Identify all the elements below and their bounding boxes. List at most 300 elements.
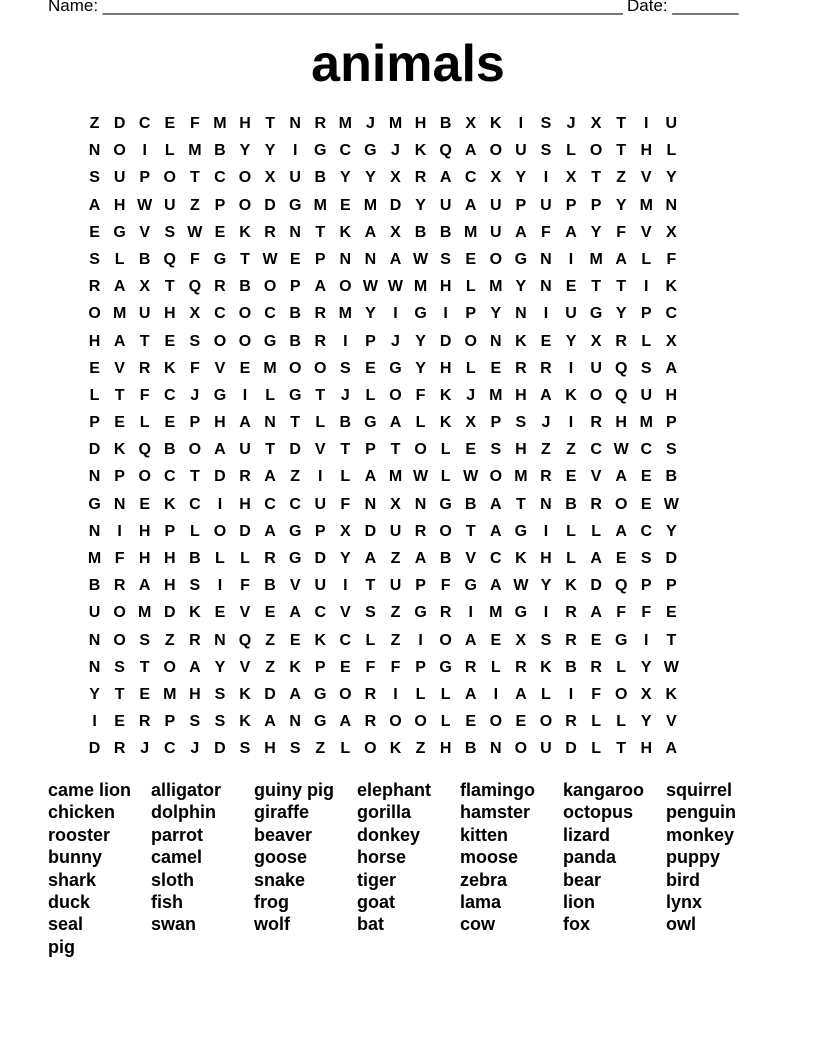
grid-cell: H <box>439 359 452 377</box>
grid-cell: I <box>142 142 147 160</box>
grid-cell: S <box>189 577 201 595</box>
grid-cell: C <box>590 441 602 459</box>
word-list-item: moose <box>460 847 519 868</box>
grid-cell: M <box>263 359 277 377</box>
grid-cell: O <box>188 441 202 459</box>
grid-cell: Y <box>666 169 677 187</box>
word-list-item: hamster <box>460 802 531 823</box>
grid-cell: P <box>666 414 677 432</box>
grid-cell: E <box>615 550 627 567</box>
grid-cell: C <box>214 169 226 187</box>
grid-cell: L <box>616 658 627 676</box>
header-line <box>48 0 748 20</box>
grid-cell: A <box>615 522 627 540</box>
grid-cell: P <box>565 196 577 214</box>
grid-cell: R <box>464 658 477 676</box>
word-list-item: bear <box>563 869 602 890</box>
grid-cell: I <box>418 631 423 649</box>
grid-row <box>82 385 734 412</box>
grid-cell: O <box>464 332 477 350</box>
grid-cell: J <box>391 332 400 350</box>
grid-cell: A <box>615 250 627 268</box>
grid-cell: A <box>515 685 527 703</box>
grid-cell: A <box>515 223 527 241</box>
grid-cell: F <box>641 604 652 622</box>
grid-cell: A <box>665 359 678 377</box>
grid-cell: L <box>440 441 451 459</box>
grid-cell: L <box>164 142 175 160</box>
grid-cell: J <box>391 142 400 160</box>
grid-cell: K <box>189 604 201 622</box>
name-field-label: Name: _______________________________________________________ <box>48 0 623 15</box>
grid-cell: S <box>189 332 201 350</box>
grid-cell: O <box>163 169 176 187</box>
grid-cell: X <box>189 305 201 323</box>
grid-cell: K <box>289 658 301 676</box>
word-list-item: fish <box>151 891 184 912</box>
grid-cell: T <box>390 441 401 459</box>
grid-cell: Y <box>615 305 627 323</box>
grid-cell: X <box>390 495 401 513</box>
grid-cell: K <box>565 577 577 595</box>
grid-cell: G <box>88 495 101 513</box>
grid-cell: O <box>138 468 151 486</box>
grid-cell: T <box>139 658 150 676</box>
grid-cell: R <box>239 468 251 486</box>
grid-cell: H <box>414 115 427 132</box>
grid-cell: E <box>164 115 176 132</box>
word-list-item: rooster <box>48 824 111 845</box>
grid-cell: D <box>565 740 577 758</box>
grid-cell: S <box>666 441 677 459</box>
grid-cell: P <box>164 713 176 731</box>
grid-cell: V <box>640 169 652 187</box>
grid-cell: L <box>566 550 576 567</box>
grid-cell: B <box>88 577 101 595</box>
grid-cell: O <box>414 441 427 459</box>
grid-cell: W <box>463 468 479 486</box>
grid-cell: S <box>640 550 652 567</box>
grid-cell: B <box>565 495 577 513</box>
grid-cell: X <box>666 223 677 241</box>
grid-cell: R <box>364 713 377 731</box>
grid-cell: Q <box>163 250 176 268</box>
grid-cell: M <box>138 604 152 622</box>
grid-cell: E <box>465 250 477 268</box>
grid-cell: Z <box>89 115 100 132</box>
grid-cell: C <box>665 305 678 323</box>
word-list-item: dolphin <box>151 802 216 823</box>
word-list-item: sloth <box>151 869 194 890</box>
grid-cell: G <box>288 550 302 567</box>
grid-cell: W <box>613 441 629 459</box>
grid-row <box>82 738 734 765</box>
grid-cell: I <box>543 604 549 622</box>
grid-cell: G <box>113 223 126 241</box>
grid-cell: E <box>339 196 351 214</box>
grid-cell: P <box>365 332 376 350</box>
grid-cell: B <box>239 278 251 296</box>
grid-cell: Y <box>640 713 652 731</box>
grid-cell: A <box>565 223 577 241</box>
grid-cell: O <box>514 740 528 758</box>
grid-cell: K <box>113 441 126 459</box>
grid-cell: H <box>214 414 226 432</box>
word-list-item: gorilla <box>357 802 412 823</box>
grid-cell: A <box>590 604 602 622</box>
grid-cell: O <box>163 658 176 676</box>
grid-cell: Y <box>415 196 426 214</box>
grid-cell: Q <box>439 142 452 160</box>
grid-row <box>82 711 734 738</box>
grid-cell: N <box>540 495 552 513</box>
grid-cell: L <box>215 550 225 567</box>
grid-cell: X <box>590 332 602 350</box>
grid-cell: P <box>365 441 376 459</box>
grid-cell: R <box>439 604 452 622</box>
grid-cell: G <box>389 359 402 377</box>
grid-cell: Y <box>515 278 527 296</box>
grid-cell: E <box>214 223 226 241</box>
word-list-item: horse <box>357 847 407 868</box>
grid-row <box>82 113 734 140</box>
grid-cell: L <box>440 468 451 486</box>
grid-cell: M <box>489 278 503 296</box>
grid-cell: T <box>616 115 627 132</box>
grid-cell: P <box>415 577 426 595</box>
grid-cell: E <box>89 359 100 377</box>
grid-cell: F <box>616 604 627 622</box>
grid-cell: C <box>163 468 176 486</box>
grid-cell: Q <box>188 278 202 296</box>
grid-cell: M <box>514 468 528 486</box>
grid-cell: L <box>591 740 601 758</box>
grid-cell: N <box>88 522 101 540</box>
grid-cell: A <box>88 196 101 214</box>
grid-cell: G <box>439 495 452 513</box>
grid-cell: H <box>515 386 527 404</box>
grid-cell: G <box>439 658 452 676</box>
grid-cell: Y <box>666 522 677 540</box>
grid-cell: E <box>214 604 226 622</box>
grid-cell: E <box>640 495 652 513</box>
grid-cell: Z <box>164 631 175 649</box>
word-list-item: cow <box>460 914 496 935</box>
grid-cell: J <box>190 386 200 404</box>
grid-cell: R <box>138 359 151 377</box>
grid-cell: W <box>387 278 404 296</box>
grid-cell: N <box>88 142 101 160</box>
grid-cell: A <box>665 740 678 758</box>
grid-cell: O <box>238 305 252 323</box>
grid-cell: G <box>364 414 377 432</box>
grid-cell: M <box>163 685 177 703</box>
grid-cell: Y <box>490 305 502 323</box>
grid-cell: A <box>464 196 477 214</box>
grid-cell: S <box>214 685 226 703</box>
grid-cell: I <box>217 495 223 513</box>
grid-cell: O <box>263 278 277 296</box>
grid-cell: U <box>540 196 552 214</box>
grid-cell: S <box>540 142 552 160</box>
grid-cell: A <box>464 142 477 160</box>
grid-cell: P <box>89 414 100 432</box>
word-list-item: zebra <box>460 869 508 890</box>
word-list-item: tiger <box>357 869 397 890</box>
grid-cell: U <box>490 223 502 241</box>
word-list-item: seal <box>48 914 84 935</box>
grid-cell: T <box>315 223 326 241</box>
word-list-item: lama <box>460 891 502 912</box>
grid-cell: T <box>164 278 175 296</box>
grid-cell: T <box>340 441 351 459</box>
grid-cell: P <box>590 196 602 214</box>
grid-cell: L <box>365 386 376 404</box>
grid-cell: T <box>465 522 476 540</box>
grid-cell: W <box>663 495 679 513</box>
grid-cell: Q <box>614 359 628 377</box>
word-list-item: alligator <box>151 780 222 800</box>
word-list-item: giraffe <box>254 802 310 823</box>
grid-cell: N <box>289 115 301 132</box>
grid-cell: O <box>614 495 628 513</box>
grid-cell: W <box>187 223 203 241</box>
grid-cell: O <box>113 142 126 160</box>
grid-cell: L <box>641 332 652 350</box>
grid-cell: O <box>589 386 603 404</box>
grid-cell: M <box>213 115 227 132</box>
grid-cell: D <box>264 685 276 703</box>
grid-cell: A <box>289 604 301 622</box>
word-list-item: donkey <box>357 824 421 845</box>
word-list-item: fox <box>563 914 590 935</box>
grid-cell: S <box>89 169 100 187</box>
word-list-item: frog <box>254 891 289 912</box>
grid-cell: X <box>515 631 527 649</box>
grid-cell: H <box>138 550 151 567</box>
grid-cell: D <box>590 577 602 595</box>
grid-cell: A <box>414 550 427 567</box>
grid-cell: C <box>464 169 477 187</box>
grid-cell: Y <box>365 305 376 323</box>
grid-cell: L <box>591 713 601 731</box>
grid-cell: G <box>414 305 427 323</box>
grid-cell: Z <box>290 468 301 486</box>
grid-cell: O <box>238 169 252 187</box>
grid-cell: P <box>139 169 151 187</box>
grid-cell: N <box>364 495 377 513</box>
grid-cell: T <box>315 386 326 404</box>
grid-cell: Y <box>339 169 351 187</box>
grid-cell: T <box>616 278 627 296</box>
grid-cell: U <box>540 740 552 758</box>
grid-cell: W <box>362 278 378 296</box>
grid-cell: V <box>214 359 226 377</box>
grid-cell: R <box>590 658 602 676</box>
grid-cell: Y <box>640 658 652 676</box>
grid-cell: A <box>113 332 126 350</box>
grid-cell: S <box>189 713 201 731</box>
grid-row <box>82 140 734 167</box>
word-list-item: parrot <box>151 824 204 845</box>
grid-cell: L <box>440 685 451 703</box>
grid-cell: U <box>389 577 402 595</box>
grid-cell: P <box>490 414 502 432</box>
grid-cell: W <box>137 196 153 214</box>
grid-cell: O <box>539 713 553 731</box>
grid-cell: S <box>214 713 226 731</box>
grid-cell: M <box>489 604 503 622</box>
grid-cell: P <box>314 658 326 676</box>
grid-cell: Y <box>264 142 276 160</box>
grid-cell: I <box>543 522 549 540</box>
grid-cell: P <box>214 196 226 214</box>
grid-cell: U <box>138 305 151 323</box>
grid-cell: I <box>92 713 97 731</box>
grid-cell: H <box>439 740 452 758</box>
grid-cell: E <box>590 631 602 649</box>
grid-cell: C <box>189 495 201 513</box>
grid-cell: F <box>666 250 677 268</box>
grid-cell: X <box>490 169 502 187</box>
grid-cell: L <box>89 386 100 404</box>
grid-cell: K <box>163 495 176 513</box>
grid-cell: D <box>88 441 101 459</box>
word-list-item: elephant <box>357 780 432 800</box>
grid-cell: E <box>289 250 301 268</box>
grid-cell: H <box>665 386 678 404</box>
grid-cell: R <box>113 577 126 595</box>
grid-cell: E <box>565 468 577 486</box>
grid-cell: H <box>163 550 176 567</box>
word-list-item: shark <box>48 869 97 890</box>
grid-cell: K <box>239 685 251 703</box>
grid-cell: A <box>364 550 377 567</box>
grid-cell: D <box>264 196 276 214</box>
grid-cell: C <box>490 550 502 567</box>
grid-cell: V <box>289 577 301 595</box>
grid-cell: F <box>240 577 250 595</box>
grid-cell: T <box>114 386 125 404</box>
grid-cell: L <box>440 713 451 731</box>
grid-cell: D <box>113 115 126 132</box>
grid-cell: O <box>113 604 126 622</box>
grid-cell: O <box>339 278 352 296</box>
grid-cell: V <box>114 359 125 377</box>
grid-cell: C <box>339 631 352 649</box>
grid-cell: F <box>114 550 125 567</box>
grid-cell: U <box>289 169 301 187</box>
grid-cell: A <box>138 577 151 595</box>
grid-cell: M <box>87 550 102 567</box>
grid-row <box>82 303 734 330</box>
grid-cell: B <box>163 441 176 459</box>
word-list-item: duck <box>48 891 91 912</box>
grid-cell: I <box>343 332 348 350</box>
grid-cell: D <box>665 550 678 567</box>
grid-cell: U <box>490 196 502 214</box>
grid-cell: C <box>339 142 352 160</box>
grid-cell: A <box>264 713 276 731</box>
grid-cell: A <box>364 468 377 486</box>
grid-cell: X <box>465 115 477 132</box>
grid-cell: W <box>663 658 679 676</box>
grid-cell: B <box>189 550 201 567</box>
grid-cell: A <box>490 577 502 595</box>
grid-cell: H <box>163 577 176 595</box>
grid-cell: R <box>414 169 427 187</box>
grid-cell: P <box>415 658 426 676</box>
grid-cell: H <box>615 414 627 432</box>
grid-cell: G <box>364 142 377 160</box>
grid-cell: H <box>88 332 101 350</box>
grid-cell: X <box>390 223 401 241</box>
grid-cell: X <box>565 169 577 187</box>
grid-cell: A <box>264 522 276 540</box>
grid-cell: M <box>464 223 478 241</box>
grid-cell: N <box>490 740 502 758</box>
grid-cell: G <box>213 250 227 268</box>
grid-cell: Y <box>590 223 602 241</box>
grid-cell: R <box>214 278 226 296</box>
word-list-item: goose <box>254 847 308 868</box>
grid-cell: O <box>414 713 427 731</box>
grid-cell: O <box>614 685 628 703</box>
letter-grid <box>82 113 734 766</box>
grid-cell: F <box>415 386 426 404</box>
word-list-item: bird <box>666 869 700 890</box>
grid-cell: M <box>188 142 202 160</box>
grid-cell: R <box>540 468 552 486</box>
grid-cell: U <box>590 359 602 377</box>
grid-cell: V <box>239 658 251 676</box>
grid-cell: L <box>490 658 501 676</box>
grid-cell: E <box>289 631 301 649</box>
grid-cell: M <box>639 414 653 432</box>
grid-cell: F <box>365 658 376 676</box>
grid-cell: S <box>540 631 552 649</box>
grid-cell: Y <box>89 685 100 703</box>
grid-cell: M <box>313 196 327 214</box>
grid-cell: P <box>164 522 176 540</box>
grid-cell: M <box>589 250 603 268</box>
grid-cell: B <box>439 550 452 567</box>
word-list-item: guiny pig <box>254 780 334 800</box>
grid-cell: O <box>339 685 352 703</box>
grid-cell: U <box>439 196 452 214</box>
grid-cell: E <box>515 713 527 731</box>
grid-cell: W <box>413 250 429 268</box>
grid-cell: D <box>389 196 402 214</box>
grid-cell: L <box>415 414 426 432</box>
grid-cell: Y <box>339 550 351 567</box>
grid-cell: K <box>239 223 251 241</box>
grid-cell: H <box>189 685 201 703</box>
grid-cell: E <box>264 604 276 622</box>
grid-cell: O <box>439 631 452 649</box>
grid-cell: I <box>393 305 398 323</box>
word-list-item: octopus <box>563 802 633 823</box>
grid-row <box>82 657 734 684</box>
grid-cell: H <box>239 495 251 513</box>
grid-cell: V <box>339 604 351 622</box>
grid-cell: T <box>265 115 275 132</box>
grid-cell: J <box>140 740 150 758</box>
grid-cell: I <box>568 685 574 703</box>
grid-cell: G <box>263 332 277 350</box>
grid-cell: P <box>640 577 652 595</box>
grid-row <box>82 602 734 629</box>
